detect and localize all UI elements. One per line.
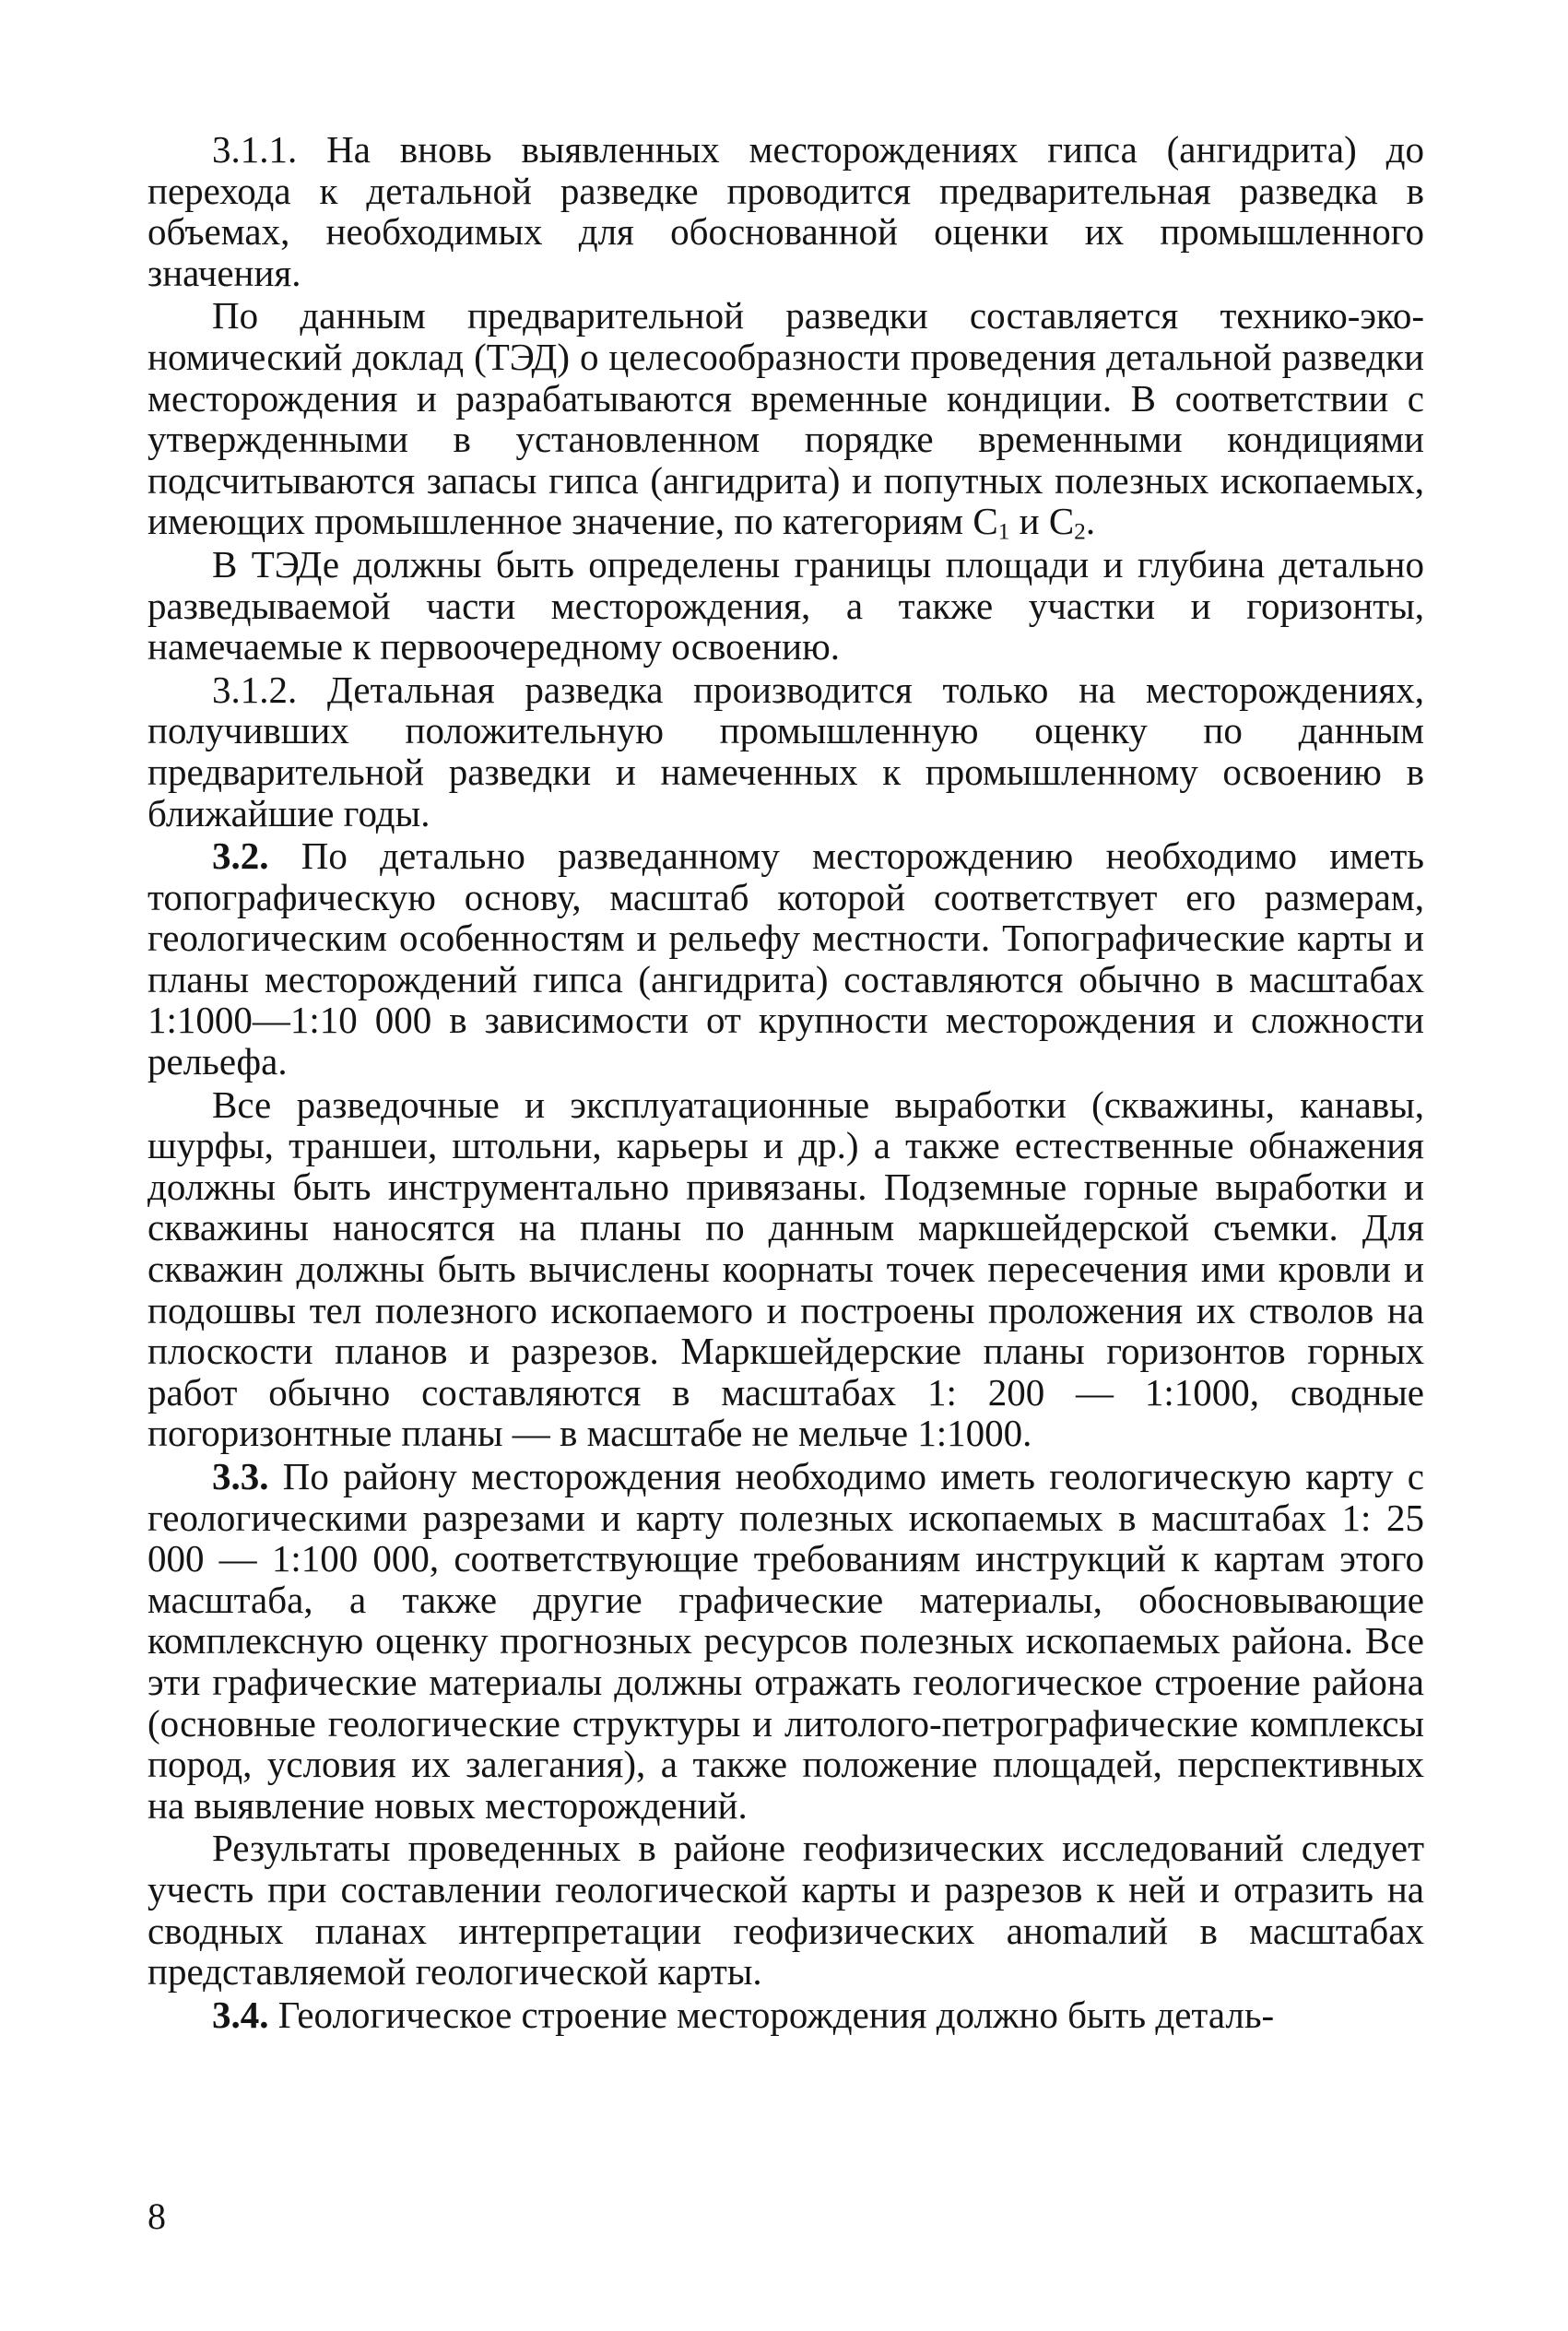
paragraph-3-2 [147, 835, 1424, 1083]
paragraph-text: Результаты проведенных в районе геофизических исследований следует учесть при составлении геологической карты и разрезов к ней и отразить на сводных планах интерпретации геофизических аноmалий в масштабах представляемой геологической карты. [147, 1827, 1424, 1994]
paragraph-text: По данным предварительной разведки составляется технико-экономический доклад (ТЭД) о целесообразности проведения детальной разведки месторождения и разрабатываются временные кондиции. В соответствии с утвержденными в установленном порядке временными кондициями подсчитываются запасы гипса (ангидрита) и попутных полезных ископаемых, имеющих промышленное значение, по категориям С [147, 294, 1424, 543]
paragraph-3-4 [147, 1994, 1424, 2036]
subscript-2: 2 [1074, 518, 1086, 545]
paragraph-text: По району месторождения необходимо иметь геологическую карту с геологическими разрезами и карту полезных ископаемых в масштабах 1: 25 000 — 1:100 000, соответствующие требованиям инструкций к картам этого масштаба, а также другие графические материалы, обосновывающие комплексную оценку прогнозных ресурсов полезных ископаемых района. Все эти графические материалы должны отражать геологическое строение района (основные геологические структуры и литолого-петрографические комплексы пород, условия их залегания), а также положение площадей, перспективных на выявление новых месторождений. [147, 1455, 1424, 1827]
paragraph-text: Геологическое строение месторождения должно быть деталь- [268, 1993, 1275, 2036]
section-number: 3.3. [212, 1455, 269, 1497]
paragraph-3-1-2 [147, 669, 1424, 834]
paragraph-text: 3.1.1. На вновь выявленных месторождениях гипса (ангидрита) до перехода к детальной разведке проводится предварительная разведка в объемах, необходимых для обоснованной оценки их промышленного значения. [147, 128, 1424, 294]
paragraph-text: По детально разведанному месторождению необходимо иметь топографическую основу, масштаб которой соответствует его размерам, геологическим особенностям и рельефу местности. Топографические карты и планы месторождений гипса (ангидрита) составляются обычно в масштабах 1:1000—1:10 000 в зависимости от крупности месторождения и сложности рельефа. [147, 834, 1424, 1083]
section-number: 3.2. [212, 834, 269, 878]
page-number: 8 [147, 2195, 166, 2237]
paragraph-3-1-1 [147, 129, 1424, 293]
paragraph-text-end: . [1085, 500, 1096, 543]
section-number: 3.4. [212, 1993, 269, 2036]
paragraph-ted-reserves [147, 294, 1424, 545]
paragraph-text: 3.1.2. Детальная разведка производится только на месторождениях, получивших положительную промышленную оценку по данным предварительной разведки и намеченных к промышленному освоению в ближайшие годы. [147, 668, 1424, 834]
paragraph-ted-boundaries [147, 544, 1424, 668]
paragraph-geophysics [147, 1828, 1424, 1992]
subscript-1: 1 [997, 518, 1010, 545]
paragraph-text: Все разведочные и эксплуатационные выработки (скважины, канавы, шурфы, траншеи, штольни, карьеры и др.) а также естественные обнажения должны быть инструментально привязаны. Подземные горные выработки и скважины наносятся на планы по данным маркшейдерской съемки. Для скважин должны быть вычислены коорнаты точек пересечения ими кровли и подошвы тел полезного ископаемого и построены проложения их стволов на плоскости планов и разрезов. Маркшейдерские планы горизонтов горных работ обычно составляются в масштабах 1: 200 — 1:1000, сводные погоризонтные планы — в масштабе не мельче 1:1000. [147, 1083, 1424, 1455]
document-page [147, 129, 1424, 2195]
paragraph-text-conjunction: и С [1009, 500, 1075, 543]
paragraph-workings [147, 1084, 1424, 1454]
paragraph-3-3 [147, 1456, 1424, 1826]
paragraph-text: В ТЭДе должны быть определены границы площади и глубина детально разведываемой части месторождения, а также участки и горизонты, намечаемые к первоочередному освоению. [147, 542, 1424, 669]
